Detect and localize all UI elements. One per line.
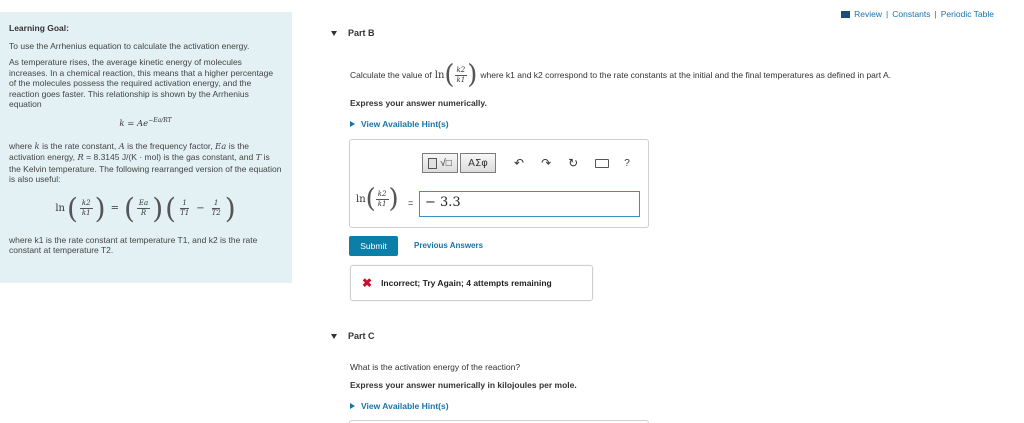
question-suffix: where k1 and k2 correspond to the rate constants at the initial and the final temperatures as defined in part A. (480, 70, 892, 80)
right-paren: ) (388, 184, 399, 214)
right-paren: ) (467, 60, 478, 90)
learning-goal-panel (0, 12, 292, 283)
goal-footnote: where k1 is the rate constant at temperature T1, and k2 is the rate constant at temperature T2. (9, 234, 258, 256)
hint-label: View Available Hint(s) (361, 119, 449, 129)
left-paren: ( (165, 191, 177, 225)
collapse-triangle-icon (331, 31, 337, 36)
numerator: k2 (81, 199, 91, 208)
rearranged-arrhenius-equation (9, 191, 282, 225)
previous-answers-link[interactable]: Previous Answers (414, 241, 484, 250)
minus-sign: − (196, 202, 205, 214)
var-a: A (118, 141, 125, 152)
feedback-text: Incorrect; Try Again; 4 attempts remaining (381, 278, 552, 288)
fraction-1-t1 (178, 199, 191, 218)
equation-toolbar (422, 153, 630, 173)
denominator: T1 (180, 209, 190, 218)
part-c-question: What is the activation energy of the reaction? (350, 362, 521, 372)
denominator: R (140, 209, 147, 218)
part-c-header[interactable] (331, 331, 375, 341)
goal-definitions (9, 141, 282, 185)
arrhenius-exponent: −Ea/RT (148, 116, 172, 124)
denominator: k1 (81, 209, 91, 218)
incorrect-x-icon: ✖ (362, 276, 373, 290)
fraction-k2-k1 (376, 190, 389, 209)
expand-triangle-icon (350, 121, 355, 127)
hint-label: View Available Hint(s) (361, 401, 449, 411)
fraction-k2-k1 (80, 199, 93, 218)
equals-sign: = (110, 202, 119, 214)
ln-symbol: ln (434, 69, 445, 81)
help-icon[interactable]: ? (624, 157, 630, 169)
left-paren: ( (66, 191, 78, 225)
fraction-1-t2 (210, 199, 223, 218)
var-t: T (255, 153, 262, 164)
var-ea: Ea (215, 141, 227, 152)
goal-intro: To use the Arrhenius equation to calculate the activation energy. (9, 40, 250, 51)
fraction-k2-k1 (455, 66, 468, 85)
numerator: Ea (138, 199, 149, 208)
goal-description: As temperature rises, the average kinetic energy of molecules increases. In a chemical reaction, this means that a higher percentage of the molecules possess the required activation energy, and the reaction goes faster. This relationship is shown by the Arrhenius equation (9, 57, 274, 109)
part-b-instruction: Express your answer numerically. (350, 98, 487, 108)
var-r: R (77, 153, 84, 164)
redo-icon[interactable]: ↷ (541, 156, 552, 170)
answer-equals-sign: = (408, 198, 414, 208)
templates-button[interactable] (422, 153, 458, 173)
link-separator: | (886, 9, 889, 19)
ln-symbol: ln (356, 193, 366, 205)
greek-symbols-button[interactable]: ΑΣφ (460, 153, 496, 173)
question-prefix: Calculate the value of (350, 70, 432, 80)
collapse-triangle-icon (331, 334, 337, 339)
keyboard-icon[interactable] (595, 159, 609, 168)
constants-link[interactable]: Constants (892, 9, 931, 19)
arrhenius-equation (9, 116, 282, 129)
reset-icon[interactable]: ↻ (568, 156, 579, 170)
arrhenius-lhs: k = Ae (119, 118, 149, 129)
sqrt-icon: √□ (440, 157, 452, 169)
denominator: T2 (211, 209, 221, 218)
feedback-box (350, 265, 593, 301)
answer-lhs (356, 185, 399, 213)
periodic-table-link[interactable]: Periodic Table (940, 9, 994, 19)
answer-box (349, 139, 649, 228)
left-paren: ( (444, 60, 455, 90)
right-paren: ) (94, 191, 106, 225)
submit-button[interactable]: Submit (349, 236, 398, 256)
text: is the rate constant, (42, 140, 117, 151)
right-paren: ) (152, 191, 164, 225)
review-icon (841, 11, 850, 18)
text: where (9, 140, 33, 151)
link-separator: | (934, 9, 937, 19)
fraction-ea-r (137, 199, 150, 218)
right-paren: ) (224, 191, 236, 225)
numerator: 1 (213, 199, 219, 208)
review-link[interactable]: Review (854, 9, 883, 19)
left-paren: ( (365, 184, 376, 214)
ln-symbol: ln (55, 202, 65, 214)
text: is the Kelvin temperature. The following rearranged version of the equation is also useful: (9, 152, 282, 185)
undo-icon[interactable]: ↶ (514, 156, 525, 170)
answer-input[interactable]: − 3.3 (419, 191, 640, 217)
text: is the frequency factor, (127, 140, 213, 151)
var-k: k (34, 141, 40, 152)
text: is the activation energy, (9, 140, 250, 163)
expand-triangle-icon (350, 403, 355, 409)
part-b-header[interactable] (331, 28, 375, 38)
numerator: 1 (182, 199, 187, 208)
left-paren: ( (123, 191, 135, 225)
denominator: k1 (377, 199, 387, 208)
template-square-icon (428, 158, 437, 169)
denominator: k1 (456, 75, 466, 84)
part-b-question (350, 61, 891, 89)
numerator: k2 (377, 189, 387, 198)
learning-goal-title: Learning Goal: (9, 23, 69, 33)
part-b-label: Part B (348, 28, 375, 38)
part-b-hint-link[interactable] (350, 119, 449, 129)
text: = 8.3145 J/(K · mol) is the gas constant, and (86, 152, 254, 163)
part-c-label: Part C (348, 331, 375, 341)
numerator: k2 (456, 65, 466, 74)
ln-k2-k1-expression (435, 61, 478, 89)
part-c-instruction: Express your answer numerically in kilojoules per mole. (350, 380, 577, 390)
top-links (841, 9, 994, 19)
part-c-hint-link[interactable] (350, 401, 449, 411)
